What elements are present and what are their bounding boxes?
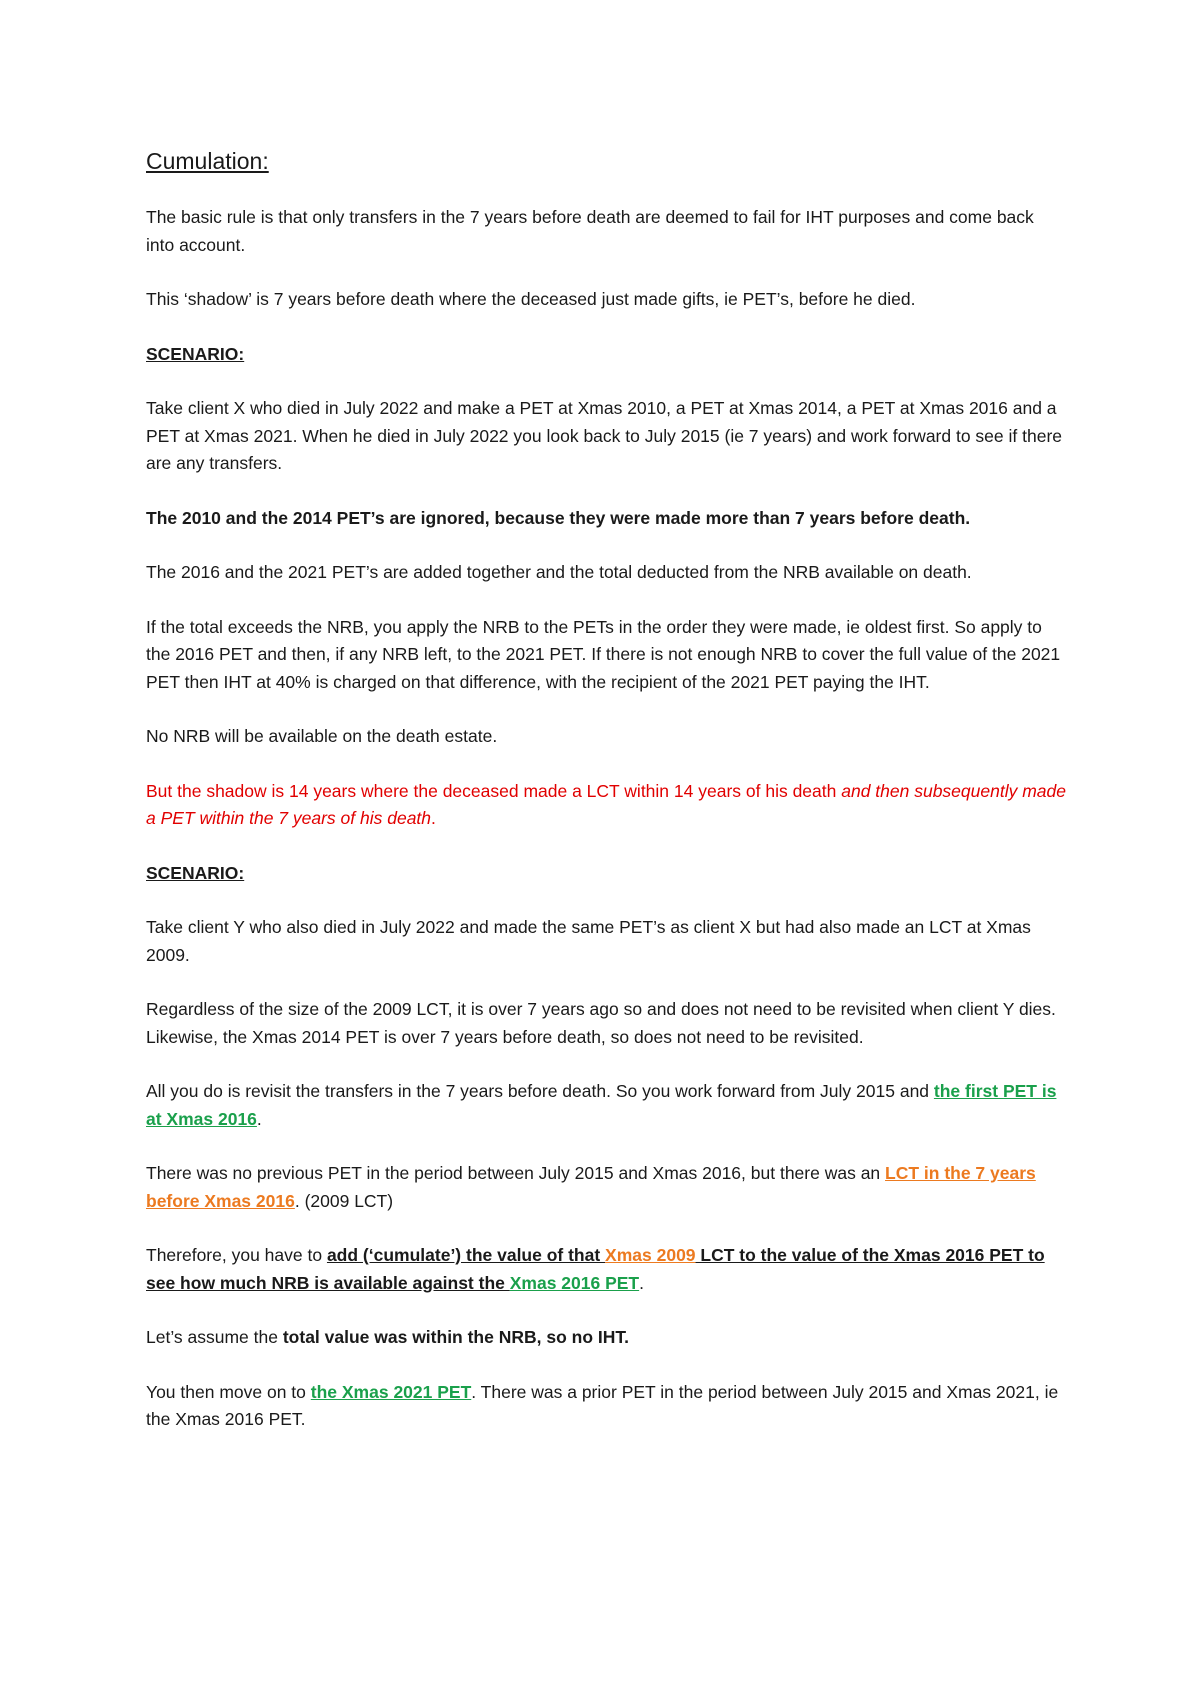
assume-bold: total value was within the NRB, so no IHT.	[282, 1327, 629, 1347]
shadow-text: But the shadow is 14 years where the deceased made a LCT within 14 years of his death	[146, 780, 842, 801]
paragraph-shadow: This ‘shadow’ is 7 years before death where the deceased just made gifts, ie PET’s, before he died.	[146, 289, 916, 309]
scenario-label: SCENARIO:	[146, 862, 245, 883]
revisit-text: All you do is revisit the transfers in the 7 years before death. So you work forward from July 2015 and	[146, 1081, 934, 1101]
scenario-heading-1	[146, 341, 1066, 369]
paragraph-no-previous-pet	[146, 1160, 1066, 1215]
paragraph-exceeds-nrb: If the total exceeds the NRB, you apply the NRB to the PETs in the order they were made, ie oldest first. So apply to the 2016 PET and then, if any NRB left, to the 2021 PET. If there is not enough NRB to cover the full value of the 2021 PET then IHT at 40% is charged on that difference, with the recipient of the 2021 PET paying the IHT.	[146, 616, 1061, 692]
cumulate-bold-1: add (‘cumulate’) the value of that	[326, 1245, 606, 1265]
paragraph-regardless: Regardless of the size of the 2009 LCT, it is over 7 years ago so and does not need to be revisited when client Y dies. Likewise, the Xmas 2014 PET is over 7 years before death, so does not need to be revisited.	[146, 999, 1056, 1047]
shadow-period: .	[431, 808, 436, 828]
document-page	[146, 146, 1066, 1461]
cumulate-bold-2: LCT to the value of the Xmas 2016 PET to see how much NRB is available against the	[146, 1245, 1045, 1293]
assume-text: Let’s assume the	[146, 1327, 283, 1347]
paragraph-client-y: Take client Y who also died in July 2022 and made the same PET’s as client X but had also made an LCT at Xmas 2009.	[146, 917, 1031, 965]
paragraph-cumulate	[146, 1242, 1066, 1297]
paragraph-no-nrb: No NRB will be available on the death estate.	[146, 726, 498, 746]
lct-highlight: LCT in the 7 years before Xmas 2016	[146, 1163, 1036, 1211]
paragraph-ignored-pets: The 2010 and the 2014 PET’s are ignored, because they were made more than 7 years before death.	[146, 507, 971, 528]
lct-note: . (2009 LCT)	[294, 1190, 394, 1211]
xmas-2016-pet-highlight: Xmas 2016 PET	[509, 1272, 640, 1293]
first-pet-highlight: the first PET is at Xmas 2016	[146, 1081, 1057, 1129]
move-on-text: You then move on to	[146, 1381, 311, 1402]
cumulate-period: .	[639, 1272, 644, 1293]
move-on-rest: . There was a prior PET in the period between July 2015 and Xmas 2021, ie the Xmas 2016 PET.	[146, 1381, 1059, 1429]
scenario-heading-2	[146, 860, 1066, 888]
paragraph-basic-rule: The basic rule is that only transfers in the 7 years before death are deemed to fail for IHT purposes and come back into account.	[146, 207, 1034, 255]
paragraph-revisit	[146, 1078, 1066, 1133]
xmas-2009-highlight: Xmas 2009	[605, 1245, 696, 1265]
paragraph-client-x: Take client X who died in July 2022 and make a PET at Xmas 2010, a PET at Xmas 2014, a PET at Xmas 2016 and a PET at Xmas 2021. When he died in July 2022 you look back to July 2015 (ie 7 years) and work forward to see if there are any transfers.	[146, 398, 1063, 473]
paragraph-14-year-shadow	[146, 778, 1066, 833]
scenario-label: SCENARIO:	[146, 343, 245, 364]
paragraph-assume	[146, 1324, 1066, 1352]
revisit-period: .	[256, 1108, 262, 1129]
paragraph-added-together: The 2016 and the 2021 PET’s are added together and the total deducted from the NRB available on death.	[146, 562, 972, 582]
xmas-2021-pet-highlight: the Xmas 2021 PET	[310, 1381, 472, 1402]
cumulate-lead: Therefore, you have to	[146, 1245, 327, 1265]
page-title: Cumulation:	[146, 148, 269, 174]
no-previous-text: There was no previous PET in the period between July 2015 and Xmas 2016, but there was an	[146, 1163, 886, 1183]
shadow-italic-text: and then subsequently made a PET within the 7 years of his death	[146, 780, 1066, 828]
paragraph-move-on	[146, 1379, 1066, 1434]
